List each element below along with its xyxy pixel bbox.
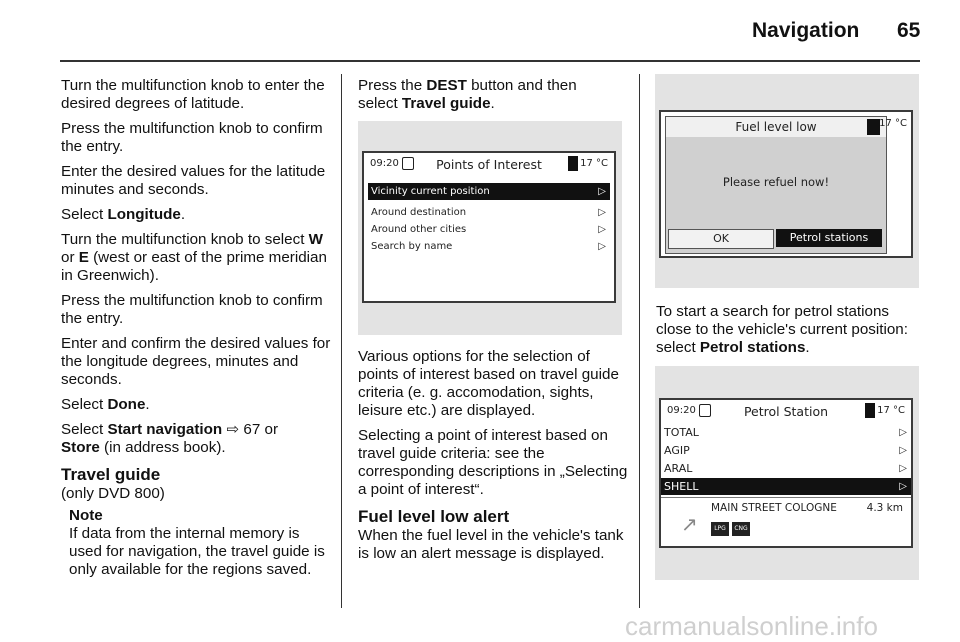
chevron-right-icon: ▷ <box>899 481 907 492</box>
lpg-badge: LPG <box>711 522 729 536</box>
temperature: 17 °C <box>879 118 907 129</box>
status-bar <box>364 153 614 177</box>
paragraph: When the fuel level in the vehicle's tank is low an alert message is displayed. <box>358 527 624 562</box>
chevron-right-icon: ▷ <box>598 186 606 197</box>
section-heading-travel-guide: Travel guide <box>61 465 161 484</box>
petrol-station-screenshot <box>655 366 919 580</box>
chevron-right-icon: ▷ <box>598 241 606 252</box>
direction-arrow-icon: ↗ <box>681 512 698 536</box>
menu-item[interactable]: Around destination ▷ <box>368 204 610 221</box>
section-heading-fuel-alert: Fuel level low alert <box>358 507 510 526</box>
station-item[interactable]: ARAL ▷ <box>664 462 907 475</box>
paragraph: Select Start navigation ⇨ 67 or Store (in address book). <box>61 421 279 456</box>
watermark: carmanualsonline.info <box>625 611 878 641</box>
chevron-right-icon: ▷ <box>899 463 907 474</box>
paragraph: Select Longitude. <box>61 206 186 223</box>
paragraph: To start a search for petrol stations close to the vehicle's current position: select Petrol stations. <box>656 303 908 356</box>
middle-column-lower <box>358 348 630 570</box>
note-text: If data from the internal memory is used for navigation, the travel guide is only available for the regions saved. <box>69 525 325 578</box>
paragraph: Selecting a point of interest based on travel guide criteria: see the corresponding descriptions in „Selecting a point of interest“. <box>358 427 628 498</box>
petrol-stations-button[interactable]: Petrol stations <box>776 229 882 247</box>
paragraph: Enter the desired values for the latitude minutes and seconds. <box>61 163 326 198</box>
paragraph: Various options for the selection of points of interest based on travel guide criteria (e. g. accomodation, sights, leisure etc.) are displayed. <box>358 348 619 419</box>
screen-title: Points of Interest <box>436 157 542 172</box>
chevron-right-icon: ▷ <box>899 445 907 456</box>
page-title: Navigation <box>752 19 860 42</box>
paragraph: Press the multifunction knob to confirm the entry. <box>61 292 323 327</box>
screen-title: Petrol Station <box>743 404 829 419</box>
poi-screenshot <box>358 121 622 335</box>
fuel-alert-screenshot <box>655 74 919 288</box>
dialog-title: Fuel level low <box>666 117 886 137</box>
page-number: 65 <box>897 19 921 42</box>
note-label: Note <box>69 507 103 524</box>
ok-button[interactable]: OK <box>668 229 774 249</box>
temperature: 17 °C <box>877 405 905 416</box>
dialog-message: Please refuel now! <box>722 175 830 189</box>
right-column <box>656 303 926 364</box>
cng-badge: CNG <box>732 522 750 536</box>
left-column <box>61 77 331 579</box>
fuel-warning-icon <box>568 156 578 171</box>
paragraph: Select Done. <box>61 396 150 413</box>
divider <box>661 497 911 498</box>
header-divider <box>60 60 920 62</box>
chevron-right-icon: ▷ <box>899 427 907 438</box>
station-item[interactable]: AGIP ▷ <box>664 444 907 457</box>
menu-item[interactable]: Vicinity current position ▷ <box>368 183 610 200</box>
status-bar <box>661 400 911 424</box>
column-divider <box>341 74 342 608</box>
station-item[interactable]: SHELL ▷ <box>661 478 911 495</box>
clock-time: 09:20 <box>370 158 399 169</box>
poi-display <box>362 151 616 303</box>
station-item[interactable]: TOTAL ▷ <box>664 426 907 439</box>
paragraph: Turn the multifunction knob to select W or E (west or east of the prime meridian in Greenwich). <box>61 231 327 284</box>
paragraph: Press the multifunction knob to confirm the entry. <box>61 120 323 155</box>
paragraph: Turn the multifunction knob to enter the desired degrees of latitude. <box>61 77 325 112</box>
clock-time: 09:20 <box>667 405 696 416</box>
note-box <box>69 507 331 579</box>
column-divider <box>639 74 640 608</box>
fuel-warning-icon <box>865 403 875 418</box>
station-display <box>659 398 913 548</box>
middle-column <box>358 77 630 120</box>
paragraph: Press the DEST button and then select Travel guide. <box>358 77 577 112</box>
temperature: 17 °C <box>580 158 608 169</box>
fuel-warning-icon <box>867 119 880 135</box>
paragraph: Enter and confirm the desired values for the longitude degrees, minutes and seconds. <box>61 335 331 388</box>
station-address: MAIN STREET COLOGNE <box>711 502 837 514</box>
chevron-right-icon: ▷ <box>598 207 606 218</box>
chevron-right-icon: ▷ <box>598 224 606 235</box>
fuel-display <box>659 110 913 258</box>
alert-dialog <box>665 116 887 254</box>
station-distance: 4.3 km <box>866 502 903 514</box>
menu-item[interactable]: Around other cities ▷ <box>368 221 610 238</box>
menu-item[interactable]: Search by name ▷ <box>368 238 610 255</box>
section-subtitle: (only DVD 800) <box>61 485 165 502</box>
